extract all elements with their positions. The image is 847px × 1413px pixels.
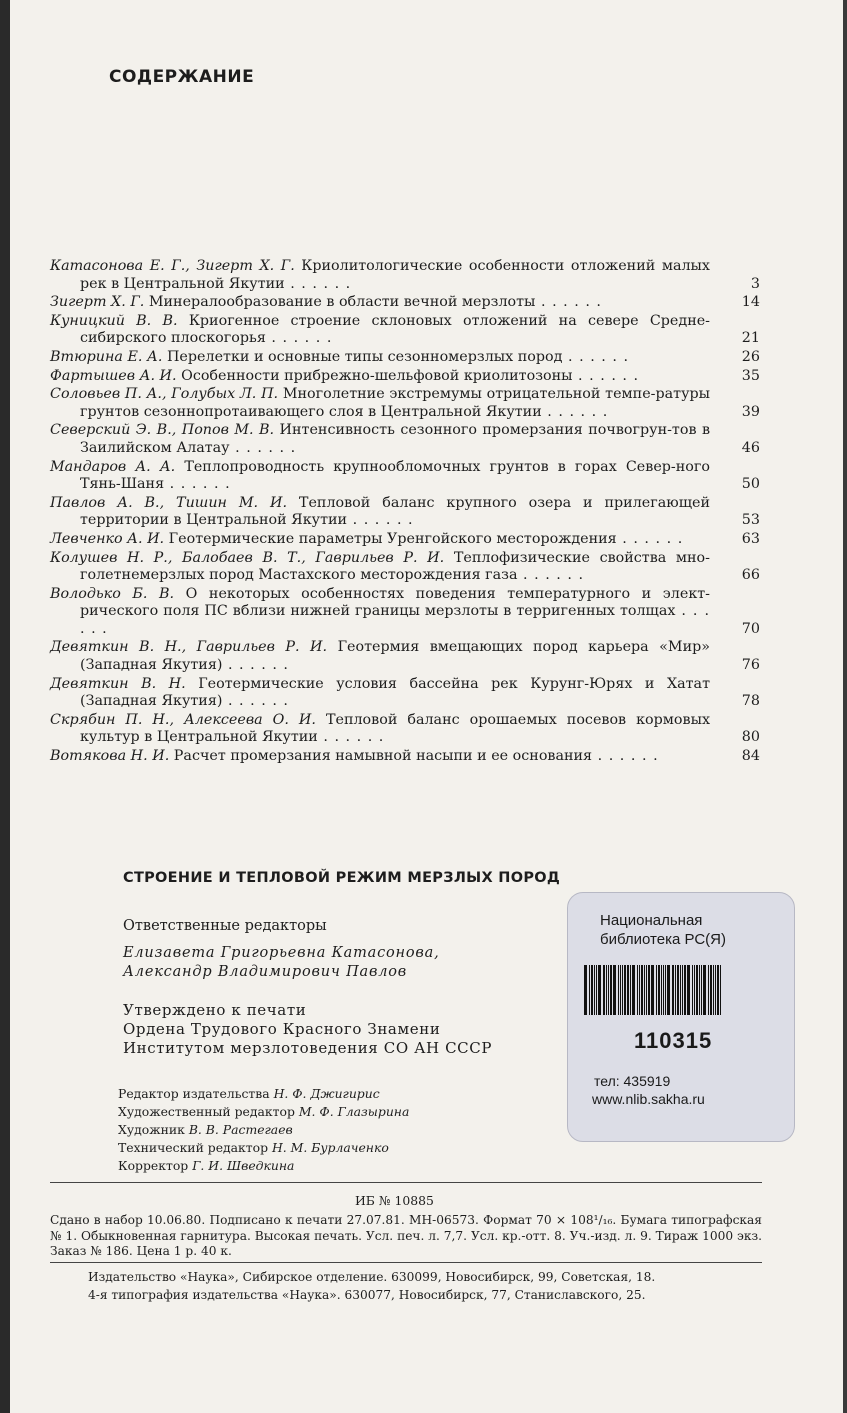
editor-name: Александр Владимирович Павлов [123,964,408,980]
toc-author: Девяткин В. Н., Гаврильев Р. И. [50,639,328,656]
toc-author: Колушев Н. Р., Балобаев В. Т., Гаврильев Р. И. [50,549,445,566]
right-page-edge [843,0,847,1413]
approval-line: Утверждено к печати [123,1001,307,1019]
contents-heading: СОДЕРЖАНИЕ [109,67,255,87]
credit-line: Технический редактор Н. М. Бурлаченко [118,1140,389,1155]
ib-number: ИБ № 10885 [355,1193,434,1208]
barcode-icon [584,965,780,1015]
approval-line: Ордена Трудового Красного Знамени [123,1020,441,1038]
credit-line: Редактор издательства Н. Ф. Джигирис [118,1086,380,1101]
toc-title: Криогенное строение склоновых отложений на севере Средне-сибирского плоскогорья [80,312,711,347]
publication-info: Сдано в набор 10.06.80. Подписано к печати 27.07.81. МН-06573. Формат 70 × 108¹/₁₆. Бумага типографская № 1. Обыкновенная гарнитура. Высокая печать. Усл. печ. л. 7,7. Усл. кр.-отт. 8. Уч.-изд. л. 9. Тираж 1000 экз. Заказ № 186. Цена 1 р. 40 к. [50,1213,762,1258]
approval-line: Институтом мерзлотоведения СО АН СССР [123,1039,493,1057]
toc-title: Теплофизические свойства мно-голетнемерзлых пород Мастахского месторождения газа [80,549,710,584]
toc-leader-dots: . . . . . . [517,567,585,584]
toc-title: Геотермия вмещающих пород карьера «Мир» (Западная Якутия) [80,639,710,674]
toc-entry [50,422,760,457]
toc-entry [50,313,760,348]
toc-title: Тепловой баланс орошаемых посевов кормовых культур в Центральной Якутии [80,711,711,746]
toc-author: Девяткин В. Н. [50,675,186,692]
toc-entry [50,294,760,312]
toc-leader-dots: . . . . . . [265,330,333,347]
toc-leader-dots: . . . . . . [572,367,640,384]
toc-title: Интенсивность сезонного промерзания почвогрун-тов в Заилийском Алатау [80,422,711,456]
toc-leader-dots: . . . . . . [222,693,289,710]
toc-author: Соловьев П. А., Голубых Л. П. [50,386,279,403]
toc-leader-dots: . . . . . . [592,748,659,765]
toc-title: Многолетние экстремумы отрицательной темпе-ратуры грунтов сезоннопротаивающего слоя в Центральной Якутии [80,386,711,420]
toc-page-number: 66 [741,567,760,584]
editors-names [123,944,440,982]
toc-entry [50,495,760,530]
library-stamp [567,892,795,1142]
toc-page-number: 46 [741,439,760,456]
toc-leader-dots: . . . . . . [317,729,385,746]
library-website: www.nlib.sakha.ru [592,1091,705,1107]
toc-author: Катасонова Е. Г., Зигерт X. Г. [50,258,295,274]
toc-leader-dots: . . . . . . [164,476,231,493]
barcode-number: 110315 [634,1028,713,1053]
toc-leader-dots: . . . . . . [80,603,710,637]
toc-entry [50,676,760,711]
toc-entry [50,459,760,494]
toc-title: Тепловой баланс крупного озера и прилегающей территории в Центральной Якутии [80,494,710,529]
toc-entry [50,639,760,674]
credits-block [118,1085,409,1175]
toc-entry [50,386,760,421]
toc-leader-dots: . . . . . . [347,512,414,529]
toc-author: Вотякова Н. И. [50,748,170,765]
toc-entry [50,550,760,585]
toc-title: Геотермические параметры Уренгойского месторождения [168,530,617,547]
toc-leader-dots: . . . . . . [535,294,602,311]
editor-name: Елизавета Григорьевна Катасонова, [123,945,440,961]
toc-entry [50,349,760,367]
toc-page-number: 3 [750,275,760,292]
toc-title: Минералообразование в области вечной мерзлоты [148,294,536,311]
toc-title: Криолитологические особенности отложений малых рек в Центральной Якутии [80,258,710,292]
book-title: СТРОЕНИЕ И ТЕПЛОВОЙ РЕЖИМ МЕРЗЛЫХ ПОРОД [123,870,561,886]
toc-entry [50,712,760,747]
toc-author: Куницкий В. В. [50,312,178,329]
toc-page-number: 78 [741,693,760,710]
toc-title: Расчет промерзания намывной насыпи и ее основания [173,748,593,765]
toc-author: Мандаров А. А. [50,458,176,475]
toc-page-number: 76 [741,657,760,674]
toc-author: Северский Э. В., Попов М. В. [50,422,275,439]
credit-line: Художник В. В. Растегаев [118,1122,293,1137]
toc-title: Геотермические условия бассейна рек Курунг-Юрях и Хатат (Западная Якутия) [80,675,710,710]
divider [50,1182,762,1183]
left-page-edge [0,0,10,1413]
toc-page-number: 50 [741,476,760,493]
toc-page-number: 14 [741,294,760,311]
table-of-contents [50,258,760,767]
toc-entry [50,586,760,639]
toc-leader-dots: . . . . . . [616,530,684,547]
toc-author: Скрябин П. Н., Алексеева О. И. [50,711,316,728]
toc-entry [50,748,760,766]
toc-leader-dots: . . . . . . [541,403,609,420]
toc-page-number: 80 [741,729,760,746]
toc-title: О некоторых особенностях поведения температурного и элект-рического поля ПС вблизи нижней границы мерзлоты в терригенных толщах [80,585,710,620]
toc-title: Перелетки и основные типы сезонномерзлых пород [166,348,563,365]
toc-entry [50,531,760,549]
toc-page-number: 70 [741,620,760,637]
toc-author: Фартышев А. И. [50,367,177,384]
toc-leader-dots: . . . . . . [222,657,289,674]
toc-page-number: 21 [741,330,760,347]
toc-page-number: 53 [741,512,760,529]
credit-line: Художественный редактор М. Ф. Глазырина [118,1104,410,1119]
toc-author: Зигерт X. Г. [50,294,145,311]
toc-page-number: 39 [741,403,760,420]
credit-line: Корректор Г. И. Шведкина [118,1158,295,1173]
editors-label: Ответственные редакторы [123,918,327,934]
toc-title: Теплопроводность крупнообломочных грунтов в горах Север-ного Тянь-Шаня [80,458,710,493]
toc-page-number: 26 [741,348,760,365]
toc-author: Втюрина Е. А. [50,348,163,365]
library-phone: тел: 435919 [594,1073,671,1089]
toc-leader-dots: . . . . . . [229,439,297,456]
toc-entry [50,368,760,386]
library-name: Национальная библиотека РС(Я) [600,912,726,948]
toc-leader-dots: . . . . . . [562,348,630,365]
approval-block [123,1001,492,1058]
imprint-line: 4-я типография издательства «Наука». 630077, Новосибирск, 77, Станиславского, 25. [88,1288,646,1302]
toc-page-number: 84 [741,748,760,765]
toc-entry [50,258,760,293]
toc-leader-dots: . . . . . . [284,275,352,292]
imprint-line: Издательство «Наука», Сибирское отделение. 630099, Новосибирск, 99, Советская, 18. [88,1270,656,1284]
toc-author: Левченко А. И. [50,530,165,547]
divider [50,1262,762,1263]
toc-page-number: 63 [741,530,760,547]
toc-author: Володько Б. В. [50,585,175,602]
toc-title: Особенности прибрежно-шельфовой криолитозоны [181,367,573,384]
imprint [88,1268,768,1304]
toc-author: Павлов А. В., Тишин М. И. [50,494,287,511]
toc-page-number: 35 [741,367,760,384]
